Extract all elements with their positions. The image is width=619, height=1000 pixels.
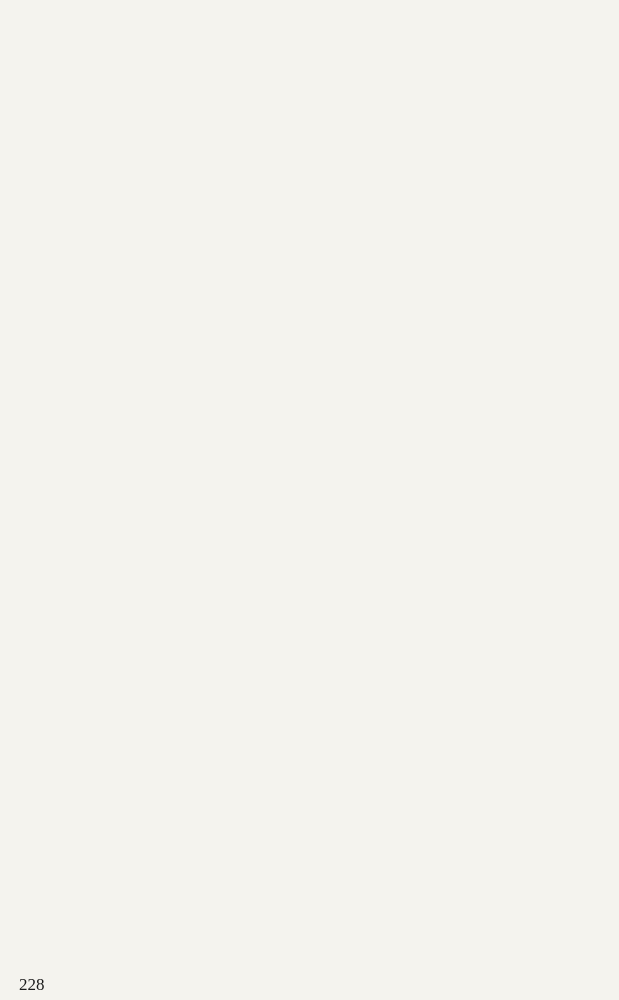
page-number: 228: [19, 975, 45, 994]
